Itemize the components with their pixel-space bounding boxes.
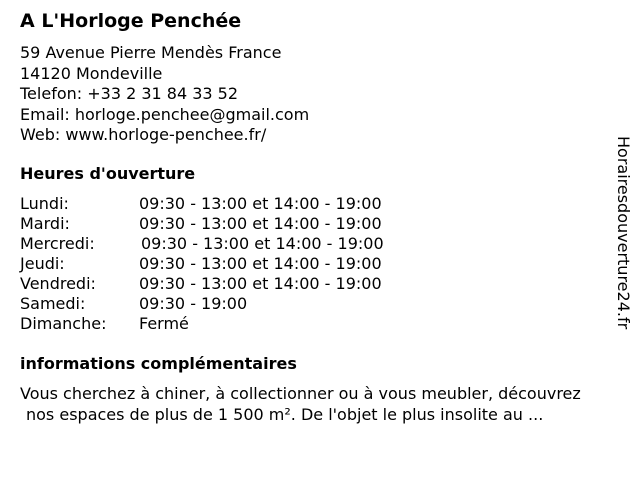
day-label: Dimanche: [20, 314, 107, 333]
day-label: Samedi: [20, 294, 86, 313]
address-street: 59 Avenue Pierre Mendès France [20, 43, 282, 62]
site-watermark: Horairesdouverture24.fr [614, 136, 633, 330]
contact-block [20, 43, 309, 146]
website-link[interactable]: Web: www.horloge-penchee.fr/ [20, 125, 267, 144]
additional-info-heading: informations complémentaires [20, 354, 297, 373]
time-value: 09:30 - 13:00 et 14:00 - 19:00 [139, 214, 382, 233]
time-value: Fermé [139, 314, 189, 333]
time-value: 09:30 - 13:00 et 14:00 - 19:00 [139, 254, 382, 273]
info-line-2: nos espaces de plus de 1 500 m². De l'objet le plus insolite au ... [26, 405, 544, 424]
day-label: Lundi: [20, 194, 69, 213]
info-line-1: Vous cherchez à chiner, à collectionner ou à vous meubler, découvrez [20, 384, 581, 403]
time-value: 09:30 - 19:00 [139, 294, 248, 313]
time-value: 09:30 - 13:00 et 14:00 - 19:00 [139, 194, 382, 213]
time-value: 09:30 - 13:00 et 14:00 - 19:00 [139, 274, 382, 293]
phone-number[interactable]: Telefon: +33 2 31 84 33 52 [20, 84, 239, 103]
day-label: Jeudi: [20, 254, 65, 273]
address-city: 14120 Mondeville [20, 63, 163, 83]
business-name: A L'Horloge Penchée [20, 10, 242, 32]
additional-info-text [20, 383, 581, 425]
opening-hours-heading: Heures d'ouverture [20, 164, 196, 183]
day-label: Vendredi: [20, 274, 96, 293]
day-label: Mercredi: [20, 234, 95, 253]
email-address[interactable]: Email: horloge.penchee@gmail.com [20, 104, 310, 124]
day-label: Mardi: [20, 214, 70, 233]
time-value: 09:30 - 13:00 et 14:00 - 19:00 [141, 234, 384, 253]
